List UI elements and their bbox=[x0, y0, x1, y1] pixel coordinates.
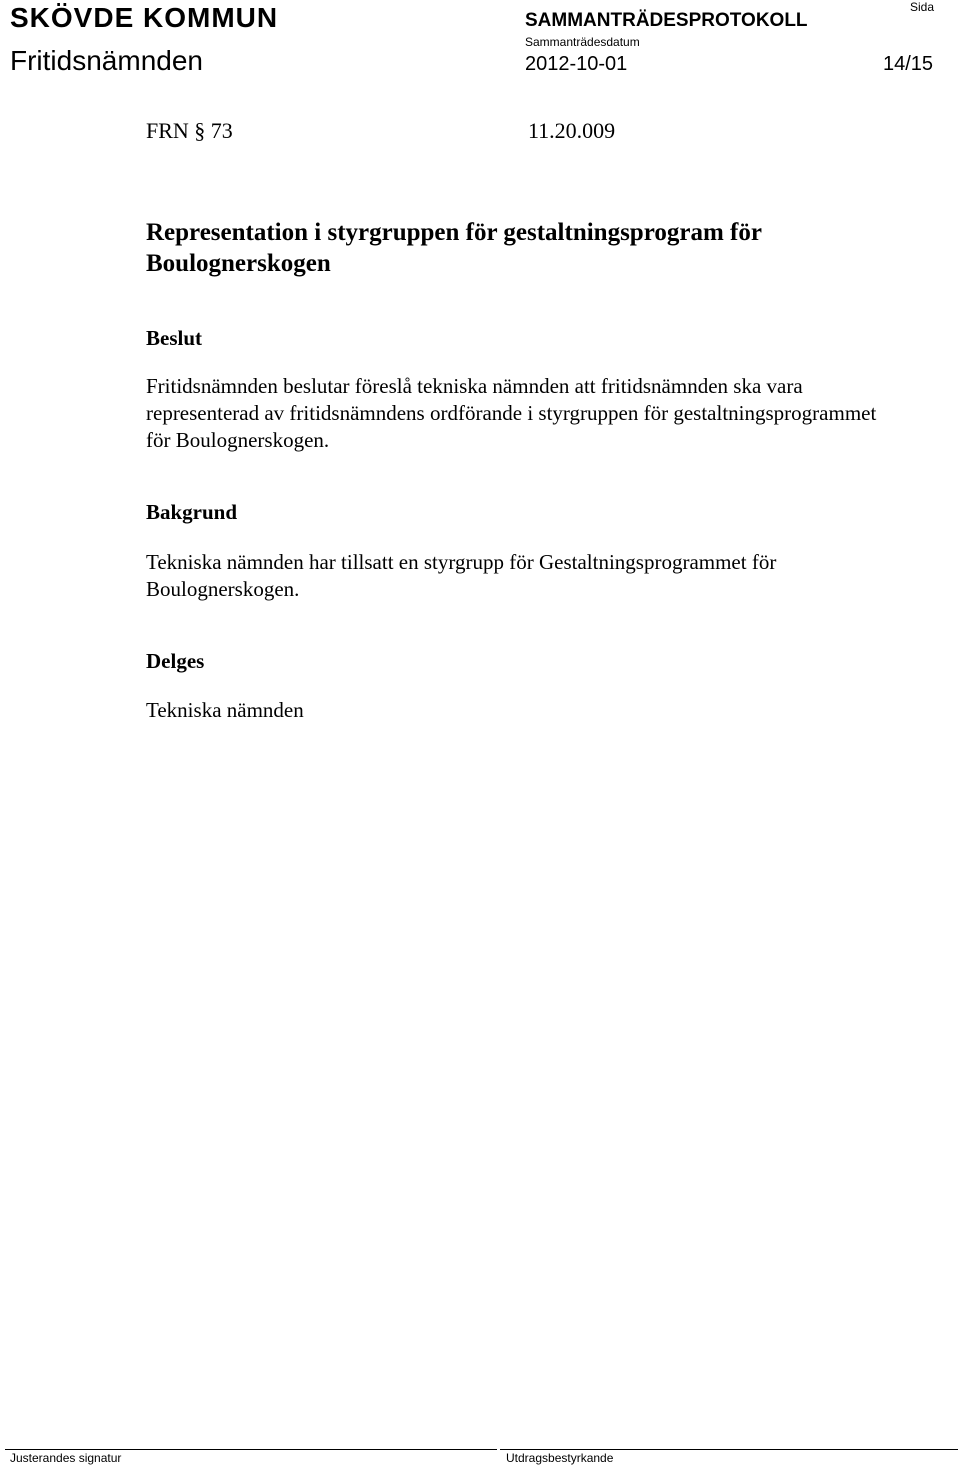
page-label: Sida bbox=[910, 0, 935, 14]
distribution-heading: Delges bbox=[146, 649, 205, 673]
organization-logo: SKÖVDE KOMMUN bbox=[10, 2, 279, 33]
decision-text: Fritidsnämnden beslutar föreslå tekniska nämnden att fritidsnämnden ska vara representerad av fritidsnämndens ordförande i styrgruppen för gestaltningsprogrammet för Boulognerskogen. bbox=[146, 374, 877, 452]
footer-divider-left bbox=[5, 1449, 497, 1450]
meeting-date-label: Sammanträdesdatum bbox=[525, 35, 640, 49]
case-title: Representation i styrgruppen för gestaltningsprogram för Boulognerskogen bbox=[146, 219, 762, 277]
signature-label: Justerandes signatur bbox=[10, 1451, 122, 1465]
background-heading: Bakgrund bbox=[146, 500, 238, 524]
distribution-text: Tekniska nämnden bbox=[146, 698, 304, 722]
case-number: 11.20.009 bbox=[528, 118, 616, 143]
page-number: 14/15 bbox=[883, 53, 934, 75]
footer-divider-right bbox=[500, 1449, 958, 1450]
extract-certification-label: Utdragsbestyrkande bbox=[506, 1451, 614, 1465]
background-text: Tekniska nämnden har tillsatt en styrgrupp för Gestaltningsprogrammet för Boulognerskogen. bbox=[146, 550, 777, 601]
department-name: Fritidsnämnden bbox=[10, 45, 203, 76]
paragraph-number: FRN § 73 bbox=[146, 118, 233, 143]
meeting-date: 2012-10-01 bbox=[525, 53, 628, 75]
document-type: SAMMANTRÄDESPROTOKOLL bbox=[525, 10, 808, 31]
decision-heading: Beslut bbox=[146, 326, 203, 350]
